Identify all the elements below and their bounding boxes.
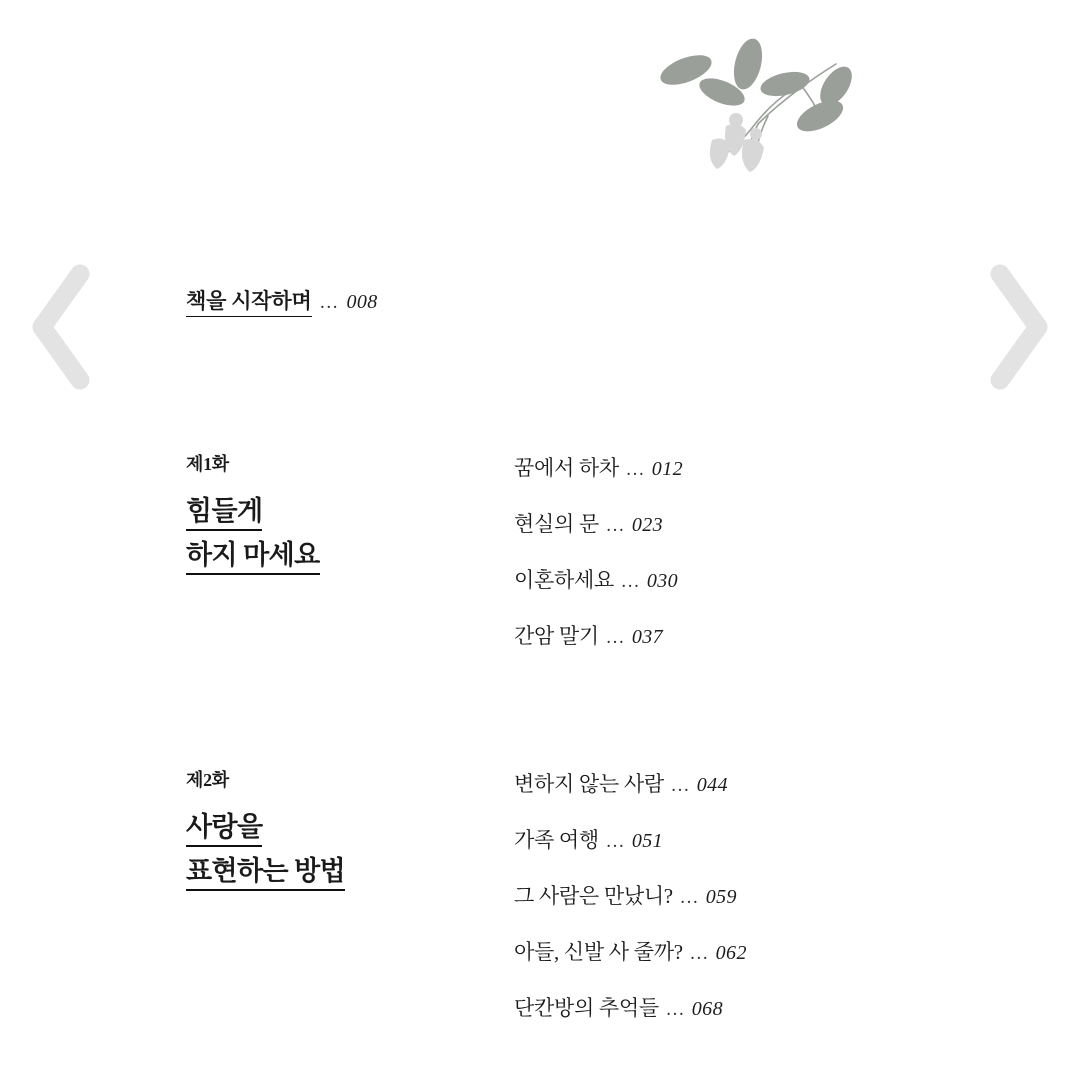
- toc-entry-preface[interactable]: [186, 289, 378, 317]
- toc-entry[interactable]: [514, 620, 1006, 650]
- entry-title: 가족 여행: [514, 828, 599, 852]
- chapter-2-number: 제2화: [186, 770, 229, 790]
- chapter-1-heading: [186, 450, 514, 586]
- entry-page-number: 059: [705, 886, 737, 908]
- entry-page-number: 023: [631, 514, 664, 536]
- entry-dots: …: [606, 831, 624, 852]
- entry-title: 간암 말기: [514, 624, 599, 648]
- entry-page-number: 068: [691, 998, 723, 1020]
- entry-dots: …: [680, 887, 698, 908]
- preface-title: 책을 시작하며: [186, 289, 312, 317]
- entry-page-number: 030: [646, 570, 679, 592]
- entry-title: 이혼하세요: [514, 568, 614, 592]
- toc-entry[interactable]: [514, 564, 1006, 594]
- entry-page-number: 044: [696, 774, 728, 796]
- entry-title: 꿈에서 하차: [514, 456, 619, 480]
- preface-page-number: 008: [346, 291, 378, 313]
- toc-entry[interactable]: [514, 824, 1006, 854]
- entry-page-number: 012: [651, 458, 683, 480]
- chapter-2-title-line-1: 사랑을: [186, 814, 262, 847]
- entry-title: 그 사람은 만났니?: [514, 884, 673, 908]
- chapter-2-title-line-2: 표현하는 방법: [186, 858, 345, 891]
- toc-entry[interactable]: [514, 992, 1006, 1022]
- chapter-1-number: 제1화: [186, 454, 229, 474]
- entry-dots: …: [626, 459, 644, 480]
- chapter-1-title-line-2: 하지 마세요: [186, 542, 320, 575]
- entry-page-number: 051: [631, 830, 664, 852]
- chapter-2-heading: [186, 766, 514, 902]
- entry-dots: …: [671, 775, 689, 796]
- entry-dots: …: [666, 999, 684, 1020]
- entry-title: 단칸방의 추억들: [514, 996, 659, 1020]
- entry-title: 아들, 신발 사 줄까?: [514, 940, 683, 964]
- preface-dots: …: [320, 292, 338, 313]
- entry-dots: …: [606, 515, 624, 536]
- chapter-block-2: [186, 766, 1006, 1022]
- entry-dots: …: [621, 571, 639, 592]
- toc-entry[interactable]: [514, 452, 1006, 482]
- entry-title: 현실의 문: [514, 512, 599, 536]
- entry-title: 변하지 않는 사람: [514, 772, 664, 796]
- entry-dots: …: [606, 627, 624, 648]
- entry-page-number: 037: [631, 626, 664, 648]
- chapter-1-title-line-1: 힘들게: [186, 498, 262, 531]
- entry-dots: …: [690, 943, 708, 964]
- toc-entry[interactable]: [514, 768, 1006, 798]
- entry-page-number: 062: [715, 942, 747, 964]
- chapter-2-entries: [514, 766, 1006, 1022]
- chapter-block-1: [186, 450, 1006, 650]
- chapter-1-entries: [514, 450, 1006, 650]
- toc-entry[interactable]: [514, 936, 1006, 966]
- toc-entry[interactable]: [514, 508, 1006, 538]
- toc-entry[interactable]: [514, 880, 1006, 910]
